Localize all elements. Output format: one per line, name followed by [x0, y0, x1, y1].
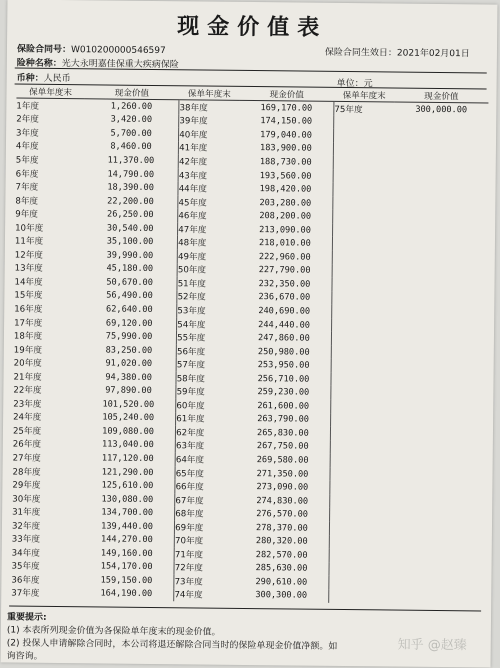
- value-cell: 179,040.00: [260, 129, 312, 141]
- policy-number-line: [17, 42, 166, 57]
- year-cell: [329, 535, 389, 549]
- value-cell: [389, 550, 483, 565]
- year-cell: 27年度: [12, 453, 41, 464]
- value-cell: [390, 482, 484, 497]
- value-cell: [394, 116, 488, 131]
- table-body: [11, 98, 488, 605]
- year-cell: 71年度: [174, 547, 234, 561]
- year-cell: 35年度: [11, 561, 40, 573]
- year-cell: 58年度: [176, 371, 236, 385]
- table-bottom-rule: [9, 606, 481, 612]
- value-cell: [393, 224, 487, 239]
- year-cell: [329, 522, 389, 536]
- year-cell: [330, 481, 390, 495]
- year-cell: 73年度: [174, 574, 234, 588]
- value-cell: 30,540.00: [106, 223, 154, 234]
- year-cell: 67年度: [175, 493, 235, 507]
- value-cell: 267,750.00: [256, 441, 309, 453]
- value-cell: 203,280.00: [259, 197, 312, 209]
- note-2: (2) 投保人申请解除合同时，本公司将退还解除合同当时的保险单现金价值净额。如: [6, 638, 338, 652]
- year-cell: [331, 346, 391, 360]
- year-cell: 64年度: [175, 452, 235, 466]
- value-cell: [391, 360, 485, 375]
- year-cell: [332, 278, 392, 292]
- note-1: (1) 本表所列现金价值为各保险单年度末的现金价值。: [6, 625, 221, 638]
- value-cell: 134,700.00: [101, 507, 154, 519]
- year-cell: [333, 156, 393, 170]
- value-cell: 83,250.00: [105, 345, 153, 356]
- value-cell: [391, 441, 485, 456]
- year-cell: [332, 319, 392, 333]
- document-title: 现金价值表: [177, 13, 328, 41]
- year-cell: 40年度: [179, 127, 239, 141]
- value-cell: [392, 333, 486, 348]
- year-cell: 32年度: [11, 521, 41, 532]
- value-cell: 75,990.00: [105, 331, 153, 343]
- value-cell: 218,010.00: [259, 238, 311, 249]
- value-cell: 3,420.00: [110, 114, 153, 126]
- year-cell: 50年度: [177, 263, 237, 277]
- year-cell: 22年度: [13, 385, 42, 397]
- year-cell: 59年度: [176, 385, 236, 399]
- value-cell: 282,570.00: [255, 549, 308, 561]
- value-cell: [391, 387, 485, 402]
- effective-date-line: [325, 45, 470, 60]
- value-cell: 22,200.00: [107, 196, 154, 207]
- year-cell: 13年度: [14, 263, 43, 275]
- value-cell: 213,090.00: [259, 224, 311, 236]
- year-cell: 11年度: [14, 236, 44, 248]
- year-cell: 62年度: [176, 425, 236, 439]
- value-cell: 256,710.00: [257, 373, 310, 385]
- value-cell: 227,790.00: [258, 265, 311, 276]
- value-cell: 250,980.00: [257, 346, 310, 358]
- year-cell: [329, 562, 389, 576]
- value-cell: 56,490.00: [106, 290, 153, 302]
- year-cell: 66年度: [175, 480, 235, 494]
- value-cell: 121,290.00: [101, 466, 154, 478]
- year-cell: 4年度: [15, 141, 39, 153]
- value-cell: 232,350.00: [258, 278, 311, 290]
- watermark: 知乎 @赵臻: [397, 637, 467, 654]
- value-cell: 193,560.00: [259, 170, 312, 182]
- value-cell: 101,520.00: [102, 399, 155, 410]
- value-cell: [391, 428, 485, 443]
- value-cell: 130,080.00: [101, 494, 154, 505]
- year-cell: 9年度: [15, 209, 38, 220]
- year-cell: 12年度: [14, 250, 43, 261]
- year-cell: 6年度: [15, 169, 39, 180]
- value-cell: [391, 401, 485, 416]
- value-cell: [390, 522, 484, 537]
- value-cell: [393, 184, 487, 199]
- document-page: [1, 0, 498, 668]
- year-cell: 20年度: [13, 358, 42, 369]
- unit-label: 单位：: [336, 78, 364, 90]
- value-cell: 154,170.00: [100, 561, 153, 573]
- year-cell: [329, 549, 389, 563]
- year-cell: [331, 332, 391, 346]
- unit: 元: [363, 79, 373, 90]
- value-cell: 109,080.00: [102, 426, 155, 437]
- col-header-year-1: 保单年度末: [16, 86, 84, 99]
- value-cell: 174,150.00: [260, 116, 313, 127]
- year-cell: 60年度: [176, 398, 236, 412]
- effective-date-label: 保险合同生效日：: [324, 47, 398, 59]
- year-cell: [330, 441, 390, 455]
- year-cell: 72年度: [174, 561, 234, 575]
- year-cell: [332, 292, 392, 306]
- year-cell: [333, 170, 393, 184]
- year-cell: 56年度: [176, 344, 236, 358]
- value-cell: 285,630.00: [255, 563, 308, 574]
- year-cell: 37年度: [11, 588, 40, 600]
- year-cell: [334, 129, 394, 143]
- product-name: 光大永明嘉佳保重大疾病保险: [61, 59, 179, 71]
- year-cell: 8年度: [15, 196, 39, 207]
- year-cell: [332, 237, 392, 251]
- year-cell: [333, 197, 393, 211]
- value-cell: [392, 292, 486, 307]
- year-cell: 74年度: [174, 588, 234, 602]
- value-cell: [394, 143, 488, 158]
- value-cell: [392, 265, 486, 280]
- year-cell: 55年度: [177, 331, 237, 345]
- year-cell: 33年度: [11, 534, 41, 546]
- value-cell: [390, 509, 484, 524]
- value-cell: 105,240.00: [102, 412, 155, 424]
- value-cell: [391, 346, 485, 361]
- year-cell: [331, 386, 391, 400]
- value-cell: 18,390.00: [107, 182, 154, 194]
- value-cell: 62,640.00: [106, 304, 153, 315]
- year-cell: 34年度: [11, 548, 40, 559]
- value-cell: 240,690.00: [258, 306, 311, 317]
- year-cell: 28年度: [12, 467, 41, 478]
- notes-title: 重要提示:: [6, 612, 47, 623]
- year-cell: 51年度: [177, 276, 237, 290]
- year-cell: [334, 115, 394, 129]
- value-cell: 236,670.00: [258, 292, 311, 304]
- year-cell: 48年度: [178, 236, 238, 250]
- year-cell: 69年度: [175, 520, 235, 534]
- value-cell: 117,120.00: [101, 453, 154, 464]
- year-cell: [331, 413, 391, 427]
- year-cell: 10年度: [15, 223, 44, 234]
- value-cell: 139,440.00: [101, 521, 154, 532]
- value-cell: [393, 238, 487, 253]
- year-cell: 47年度: [178, 222, 238, 236]
- year-cell: 2年度: [16, 114, 39, 126]
- value-cell: [390, 455, 484, 470]
- value-cell: [392, 306, 486, 321]
- year-cell: [331, 359, 391, 373]
- value-cell: [390, 495, 484, 510]
- col-header-value-2: 现金价值: [239, 88, 334, 101]
- value-cell: 263,790.00: [257, 414, 310, 425]
- year-cell: [333, 183, 393, 197]
- value-cell: [389, 577, 483, 592]
- year-cell: 57年度: [176, 358, 236, 372]
- value-cell: [389, 590, 483, 605]
- year-cell: 16年度: [14, 304, 43, 315]
- policy-number-label: 保险合同号：: [16, 44, 72, 56]
- value-cell: 208,200.00: [259, 211, 312, 222]
- value-cell: 14,790.00: [107, 169, 155, 180]
- value-cell: 125,610.00: [101, 480, 154, 492]
- year-cell: 30年度: [12, 494, 41, 505]
- value-cell: [393, 211, 487, 226]
- value-cell: 45,180.00: [106, 263, 154, 275]
- value-cell: 97,890.00: [105, 385, 152, 397]
- year-cell: 44年度: [178, 182, 238, 196]
- value-cell: 280,320.00: [255, 536, 308, 547]
- value-cell: 300,000.00: [415, 104, 468, 116]
- value-cell: 300,300.00: [255, 590, 308, 602]
- currency-line: [17, 71, 71, 85]
- currency: 人民币: [43, 73, 71, 85]
- year-cell: 39年度: [179, 114, 239, 128]
- value-cell: [392, 279, 486, 294]
- value-cell: 91,020.00: [105, 358, 153, 370]
- year-cell: 31年度: [12, 507, 41, 518]
- year-cell: 46年度: [178, 209, 238, 223]
- year-cell: 29年度: [12, 480, 41, 491]
- year-cell: 7年度: [15, 182, 39, 193]
- col-header-year-2: 保单年度末: [179, 87, 239, 100]
- year-cell: [333, 210, 393, 224]
- value-cell: 50,670.00: [106, 277, 153, 288]
- year-cell: 15年度: [14, 290, 43, 302]
- year-cell: [329, 576, 389, 590]
- year-cell: 42年度: [178, 154, 238, 168]
- value-cell: 222,960.00: [258, 251, 311, 263]
- year-cell: [332, 264, 392, 278]
- value-cell: 149,160.00: [100, 548, 153, 559]
- year-cell: [333, 143, 393, 157]
- value-cell: 274,830.00: [256, 495, 309, 507]
- value-cell: 265,830.00: [257, 427, 309, 439]
- important-notes: [7, 611, 338, 666]
- value-cell: 94,380.00: [105, 372, 152, 383]
- year-cell: 70年度: [174, 534, 234, 548]
- value-cell: 5,700.00: [110, 128, 152, 139]
- year-cell: [330, 427, 390, 441]
- year-cell: 45年度: [178, 195, 238, 209]
- value-cell: 271,350.00: [256, 468, 309, 480]
- year-cell: 75年度: [334, 101, 394, 116]
- col-header-value-3: 现金价值: [394, 90, 488, 103]
- year-cell: [331, 400, 391, 414]
- year-cell: 65年度: [175, 466, 235, 480]
- value-cell: 278,370.00: [256, 522, 308, 534]
- year-cell: [330, 454, 390, 468]
- value-cell: 113,040.00: [102, 439, 154, 451]
- value-cell: 39,990.00: [106, 250, 154, 261]
- value-cell: 8,460.00: [110, 141, 152, 153]
- year-cell: 24年度: [13, 412, 42, 424]
- value-cell: 269,580.00: [256, 455, 309, 466]
- value-cell: 261,600.00: [257, 400, 310, 412]
- value-cell: 159,150.00: [100, 575, 153, 586]
- value-cell: 35,100.00: [106, 236, 154, 248]
- value-cell: 164,190.00: [100, 588, 153, 600]
- year-cell: 43年度: [178, 168, 238, 182]
- col-header-year-3: 保单年度末: [334, 89, 394, 102]
- year-cell: 52年度: [177, 290, 237, 304]
- year-cell: 5年度: [15, 155, 39, 166]
- value-cell: [393, 197, 487, 212]
- year-cell: [331, 373, 391, 387]
- year-cell: 26年度: [12, 439, 41, 451]
- year-cell: 23年度: [13, 399, 42, 410]
- value-cell: [393, 170, 487, 185]
- year-cell: [332, 305, 392, 319]
- year-cell: [330, 495, 390, 509]
- year-cell: 49年度: [177, 249, 237, 263]
- value-cell: 276,570.00: [256, 509, 309, 520]
- cash-value-table: [11, 86, 488, 605]
- value-cell: 11,370.00: [107, 155, 155, 166]
- year-cell: [333, 224, 393, 238]
- year-cell: 17年度: [14, 318, 43, 329]
- year-cell: 1年度: [16, 101, 40, 112]
- value-cell: 244,440.00: [258, 319, 311, 331]
- year-cell: 14年度: [14, 277, 43, 288]
- year-cell: [332, 251, 392, 265]
- year-cell: 18年度: [13, 331, 43, 342]
- year-cell: 61年度: [176, 412, 236, 426]
- value-cell: [391, 414, 485, 429]
- value-cell: [390, 536, 484, 551]
- year-cell: 38年度: [179, 100, 239, 115]
- year-cell: 19年度: [13, 345, 42, 356]
- value-cell: 69,120.00: [105, 318, 153, 329]
- note-3: 询咨询。: [6, 651, 43, 662]
- product-label: 险种名称：: [16, 58, 62, 70]
- currency-label: 币种：: [16, 73, 44, 84]
- year-cell: 25年度: [12, 426, 42, 437]
- value-cell: [389, 563, 483, 578]
- year-cell: 53年度: [177, 303, 237, 317]
- year-cell: 63年度: [175, 439, 235, 453]
- value-cell: 183,900.00: [259, 143, 312, 155]
- year-cell: [329, 590, 389, 604]
- value-cell: 169,170.00: [260, 102, 313, 114]
- header-divider: [15, 68, 487, 74]
- year-cell: 68年度: [175, 507, 235, 521]
- value-cell: 188,730.00: [259, 157, 312, 168]
- value-cell: [392, 319, 486, 334]
- year-cell: 36年度: [11, 575, 40, 586]
- value-cell: 1,260.00: [110, 101, 153, 112]
- value-cell: [392, 252, 486, 267]
- value-cell: 144,270.00: [101, 534, 153, 546]
- year-cell: 3年度: [16, 128, 39, 139]
- value-cell: 247,860.00: [258, 333, 310, 344]
- value-cell: [394, 130, 488, 145]
- year-cell: [330, 468, 390, 482]
- value-cell: [390, 468, 484, 483]
- year-cell: [330, 508, 390, 522]
- value-cell: 26,250.00: [107, 209, 154, 221]
- year-cell: 41年度: [179, 141, 239, 155]
- value-cell: [393, 157, 487, 172]
- value-cell: 259,230.00: [257, 387, 310, 398]
- value-cell: 253,950.00: [257, 360, 310, 371]
- year-cell: 54年度: [177, 317, 237, 331]
- value-cell: 273,090.00: [256, 482, 309, 493]
- effective-date: 2021年02月01日: [396, 48, 470, 60]
- policy-number: W010200000546597: [70, 45, 166, 57]
- value-cell: [391, 373, 485, 388]
- col-header-value-1: 现金价值: [84, 86, 179, 99]
- value-cell: 198,420.00: [259, 184, 312, 195]
- year-cell: 21年度: [13, 372, 42, 383]
- value-cell: 290,610.00: [255, 576, 308, 588]
